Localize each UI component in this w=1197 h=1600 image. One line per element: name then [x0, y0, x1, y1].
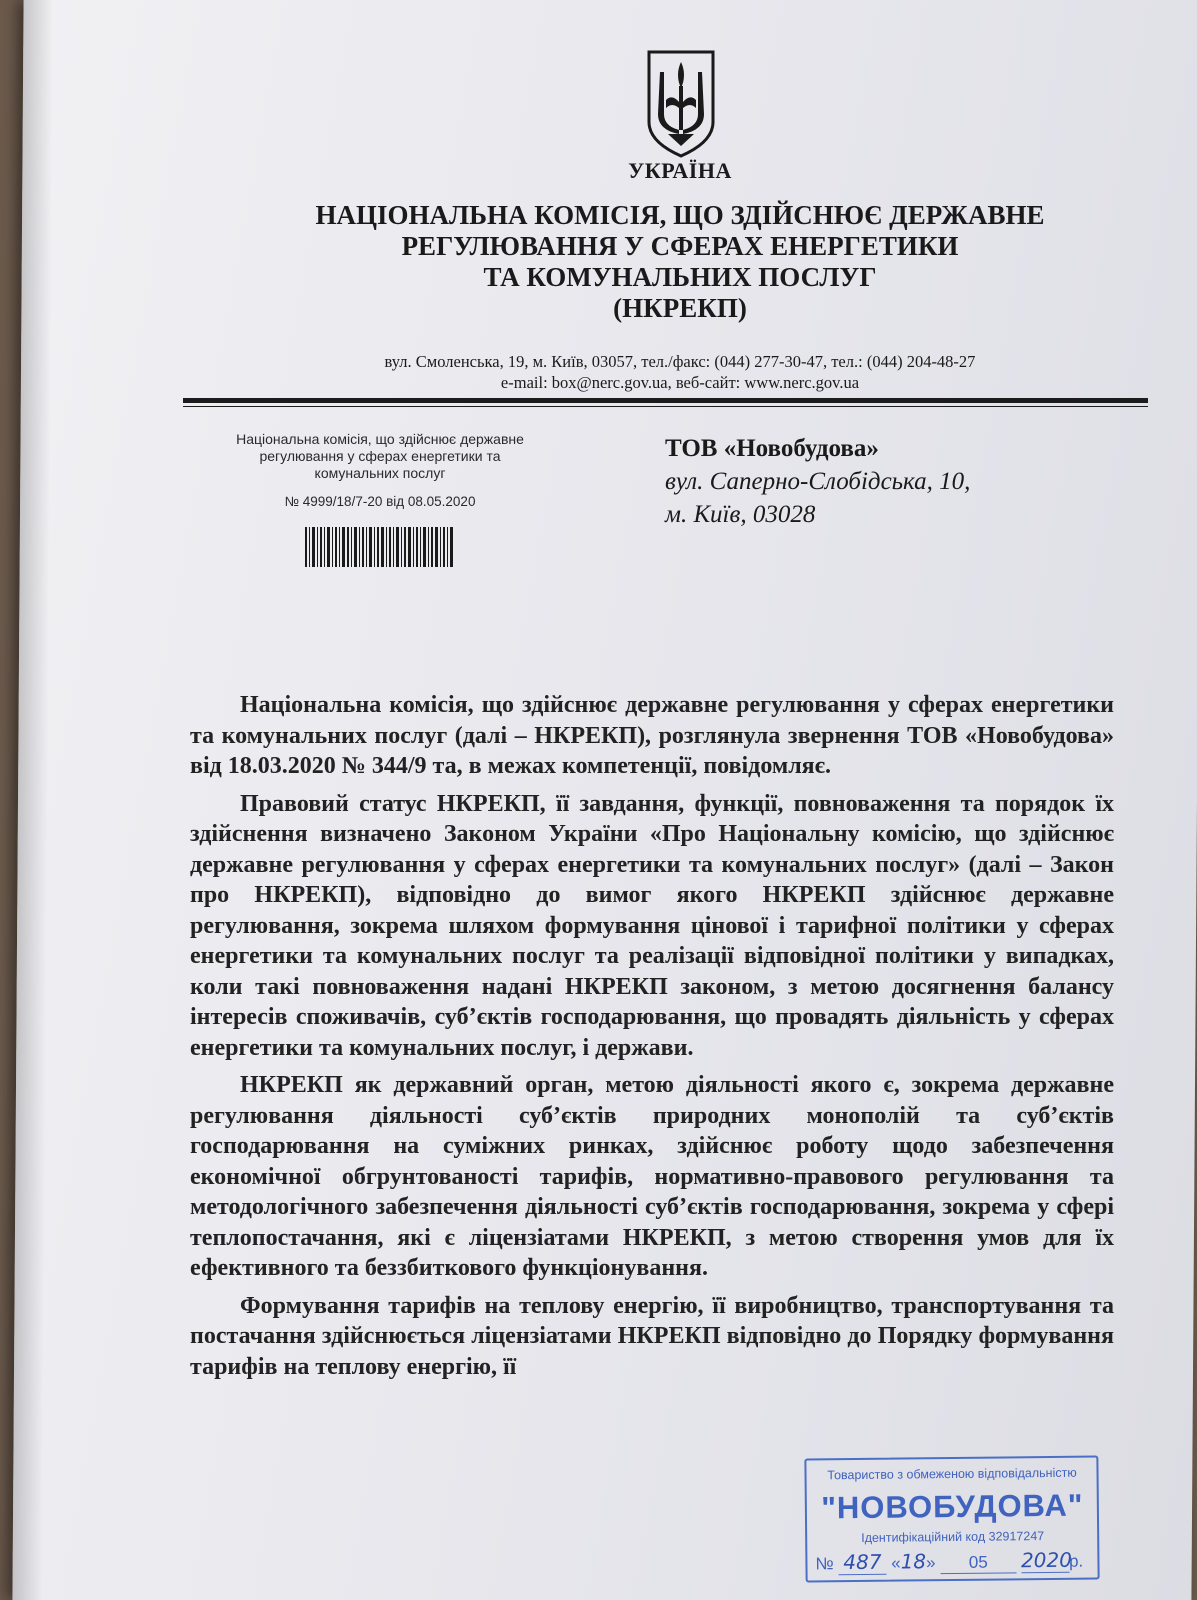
- recipient-city: м. Київ, 03028: [665, 501, 816, 528]
- stamp-company-name: "НОВОБУДОВА": [821, 1487, 1084, 1526]
- body-paragraph: Національна комісія, що здійснює державне регулювання у сферах енергетики та комунальних послуг (далі – НКРЕКП), розглянула звернення ТОВ «Новобудова» від 18.03.2020 № 344/9 та, в межах компетенції, повідомляє.: [190, 692, 1114, 779]
- stamp-number-label: №: [815, 1554, 834, 1574]
- stamp-id-code: Ідентифікаційний код 32917247: [861, 1529, 1045, 1545]
- header-divider: [183, 398, 1148, 403]
- body-paragraph: НКРЕКП як державний орган, метою діяльності якого є, зокрема державне регулювання діяльності суб’єктів природних монополій та суб’єктів господарювання на суміжних ринках, здійснює роботу щодо забезпечення економічної обгрунтованості тарифів, нормативно-правового регулювання та методологічного забезпечення діяльності суб’єктів господарювання, зокрема у сфері теплопостачання, які є ліцензіатами НКРЕКП, з метою створення умов для їх ефективного та беззбиткового функціонування.: [190, 1072, 1114, 1281]
- registration-line: Національна комісія, що здійснює державне: [236, 431, 524, 447]
- registration-block: [185, 431, 575, 510]
- page-shadow: [12, 0, 53, 1600]
- stamp-number: 487: [838, 1550, 886, 1576]
- body-paragraph: Формування тарифів на теплову енергію, її виробництво, транспортування та постачання здійснюється ліцензіатами НКРЕКП відповідно до Порядку формування тарифів на теплову енергію, її: [190, 1292, 1114, 1380]
- country-name: УКРАЇНА: [628, 158, 732, 183]
- contact-info: [250, 351, 1110, 393]
- stamp-quote-close: »: [925, 1553, 936, 1573]
- stamp-quote-open: «: [891, 1553, 901, 1573]
- trident-emblem-icon: [644, 50, 718, 158]
- stamp-year: 2020: [1020, 1547, 1073, 1573]
- stamp-company-type: Товариство з обмеженою відповідальністю: [827, 1465, 1077, 1483]
- recipient-name: ТОВ «Новобудова»: [665, 435, 879, 462]
- letter-body: [190, 690, 1114, 1389]
- barcode-icon: [305, 527, 455, 567]
- stamp-registration-line: [815, 1548, 1095, 1576]
- email-web-line: e-mail: box@nerc.gov.ua, веб-сайт: www.nerc.gov.ua: [500, 373, 860, 392]
- stamp-month: 05: [940, 1552, 1016, 1574]
- registration-number: № 4999/18/7-20 від 08.05.2020: [284, 494, 476, 509]
- incoming-registration-stamp: [804, 1455, 1099, 1582]
- stamp-day: 18: [900, 1549, 927, 1574]
- org-name-line: НАЦІОНАЛЬНА КОМІСІЯ, ЩО ЗДІЙСНЮЄ ДЕРЖАВНЕ: [315, 200, 1045, 230]
- org-name-line: РЕГУЛЮВАННЯ У СФЕРАХ ЕНЕРГЕТИКИ: [401, 231, 959, 261]
- org-abbreviation: (НКРЕКП): [613, 293, 747, 323]
- organization-name: [240, 200, 1120, 324]
- recipient-block: [665, 432, 1085, 531]
- registration-line: комунальних послуг: [314, 465, 446, 481]
- org-name-line: ТА КОМУНАЛЬНИХ ПОСЛУГ: [483, 262, 877, 292]
- body-paragraph: Правовий статус НКРЕКП, її завдання, функції, повноваження та порядок їх здійснення визначено Законом України «Про Національну комісію, що здійснює державне регулювання у сферах енергетики та комунальних послуг» (далі – Закон про НКРЕКП), відповідно до вимог якого НКРЕКП здійснює державне регулювання, зокрема шляхом формування цінової і тарифної політики у сферах енергетики та комунальних послуг та реалізації відповідної політики у випадках, коли такі повноваження надані НКРЕКП законом, з метою досягнення балансу інтересів споживачів, суб’єктів господарювання, що провадять діяльність у сферах енергетики та комунальних послуг, і держави.: [190, 790, 1114, 1061]
- registration-line: регулювання у сферах енергетики та: [259, 448, 501, 464]
- recipient-street: вул. Саперно-Слобідська, 10,: [665, 468, 971, 495]
- stamp-year-suffix: р.: [1068, 1551, 1084, 1571]
- address-line: вул. Смоленська, 19, м. Київ, 03057, тел./факс: (044) 277-30-47, тел.: (044) 204-48-27: [384, 352, 976, 371]
- header-divider-thin: [183, 406, 1148, 407]
